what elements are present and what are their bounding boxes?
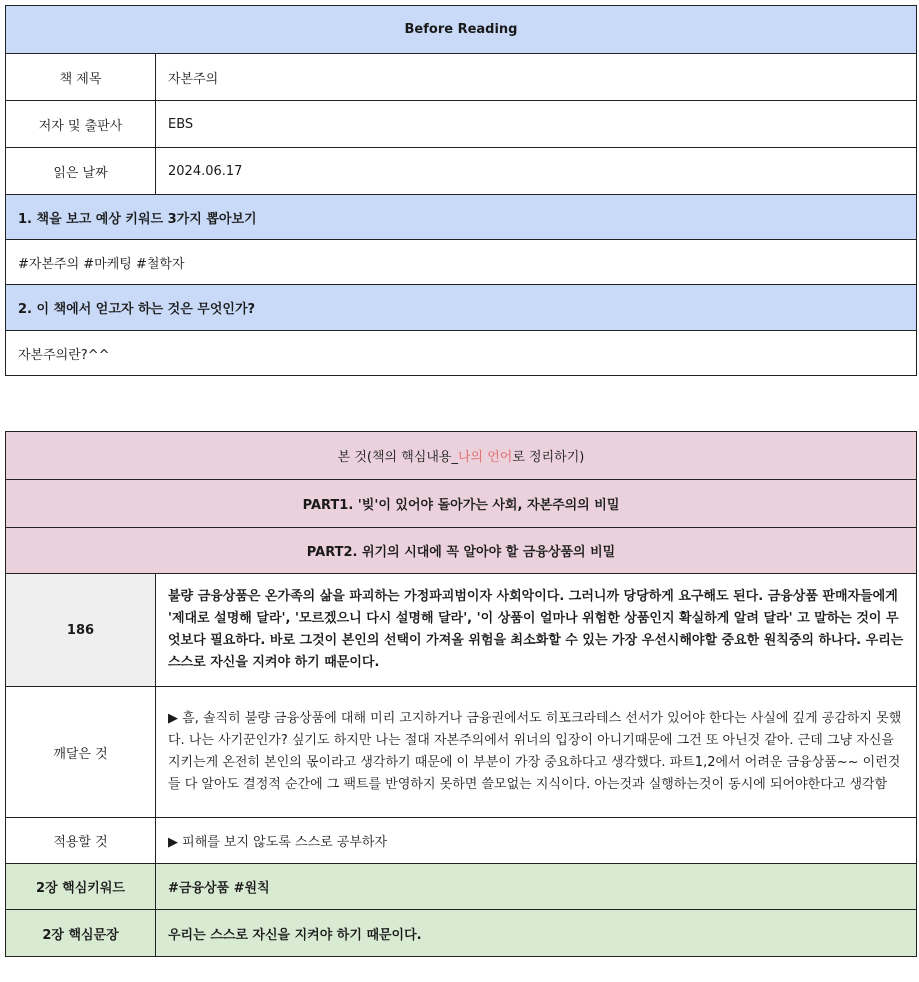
book-title-value: 자본주의 xyxy=(156,54,917,101)
realized-label: 깨달은 것 xyxy=(6,687,156,818)
apply-label: 적용할 것 xyxy=(6,818,156,864)
quote-page-number: 186 xyxy=(6,574,156,687)
seen-header xyxy=(6,432,917,480)
quote-text: 불량 금융상품은 온가족의 삶을 파괴하는 가정파괴범이자 사회악이다. 그러니까 당당하게 요구해도 된다. 금융상품 판매자들에게 '제대로 설명해 달라', '모르겠으니 다시 설명해 달라', '이 상품이 얼마나 위험한 상품인지 확실하게 알려 달라' 고 말하는 것이 무엇보다 필요하다. 바로 그것이 본인의 선택이 가져올 위험을 최소화할 수 있는 가장 우선시해야할 중요한 원칙중의 하나다. 우리는 스스로 자신을 지켜야 하기 때문이다. xyxy=(156,574,917,687)
author-publisher-value: EBS xyxy=(156,101,917,148)
seen-header-highlight: 나의 언어 xyxy=(457,450,513,465)
part-1-title: PART1. '빚'이 있어야 돌아가는 사회, 자본주의의 비밀 xyxy=(6,480,917,528)
author-publisher-label: 저자 및 출판사 xyxy=(6,101,156,148)
question-2-title: 2. 이 책에서 얻고자 하는 것은 무엇인가? xyxy=(6,285,917,331)
chapter-sentence-label: 2장 핵심문장 xyxy=(6,910,156,957)
read-date-label: 읽은 날짜 xyxy=(6,148,156,195)
chapter-sentence-text: 우리는 스스로 자신을 지켜야 하기 때문이다. xyxy=(156,910,917,957)
seen-header-prefix: 본 것(책의 핵심내용_ xyxy=(337,450,458,465)
read-date-value: 2024.06.17 xyxy=(156,148,917,195)
question-1-title: 1. 책을 보고 예상 키워드 3가지 뽑아보기 xyxy=(6,195,917,240)
chapter-keyword-label: 2장 핵심키워드 xyxy=(6,864,156,910)
before-reading-header: Before Reading xyxy=(6,6,917,54)
apply-text: ▶ 피해를 보지 않도록 스스로 공부하자 xyxy=(156,818,917,864)
book-title-label: 책 제목 xyxy=(6,54,156,101)
seen-table xyxy=(5,431,917,957)
realized-text: ▶ 흠, 솔직히 불량 금융상품에 대해 미리 고지하거나 금융권에서도 히포크라테스 선서가 있어야 한다는 사실에 깊게 공감하지 못했다. 나는 사기꾼인가? 싶기도 하지만 나는 절대 자본주의에서 위너의 입장이 아니기때문에 그건 또 아닌것 같아. 근데 그냥 자신을 지키는게 온전히 본인의 몫이라고 생각하기 때문에 이 부분이 가장 중요하다고 생각했다. 파트1,2에서 어려운 금융상품~~ 이런것들 다 알아도 결정적 순간에 그 팩트를 반영하지 못하면 쓸모없는 지식이다. 아는것과 실행하는것이 동시에 되어야한다고 생각함 xyxy=(156,687,917,818)
before-reading-table xyxy=(5,5,917,376)
part-2-title: PART2. 위기의 시대에 꼭 알아야 할 금융상품의 비밀 xyxy=(6,528,917,574)
question-1-answer: #자본주의 #마케팅 #철학자 xyxy=(6,240,917,285)
chapter-keyword-text: #금융상품 #원칙 xyxy=(156,864,917,910)
question-2-answer: 자본주의란?^^ xyxy=(6,331,917,376)
seen-header-suffix: 로 정리하기) xyxy=(512,450,585,465)
